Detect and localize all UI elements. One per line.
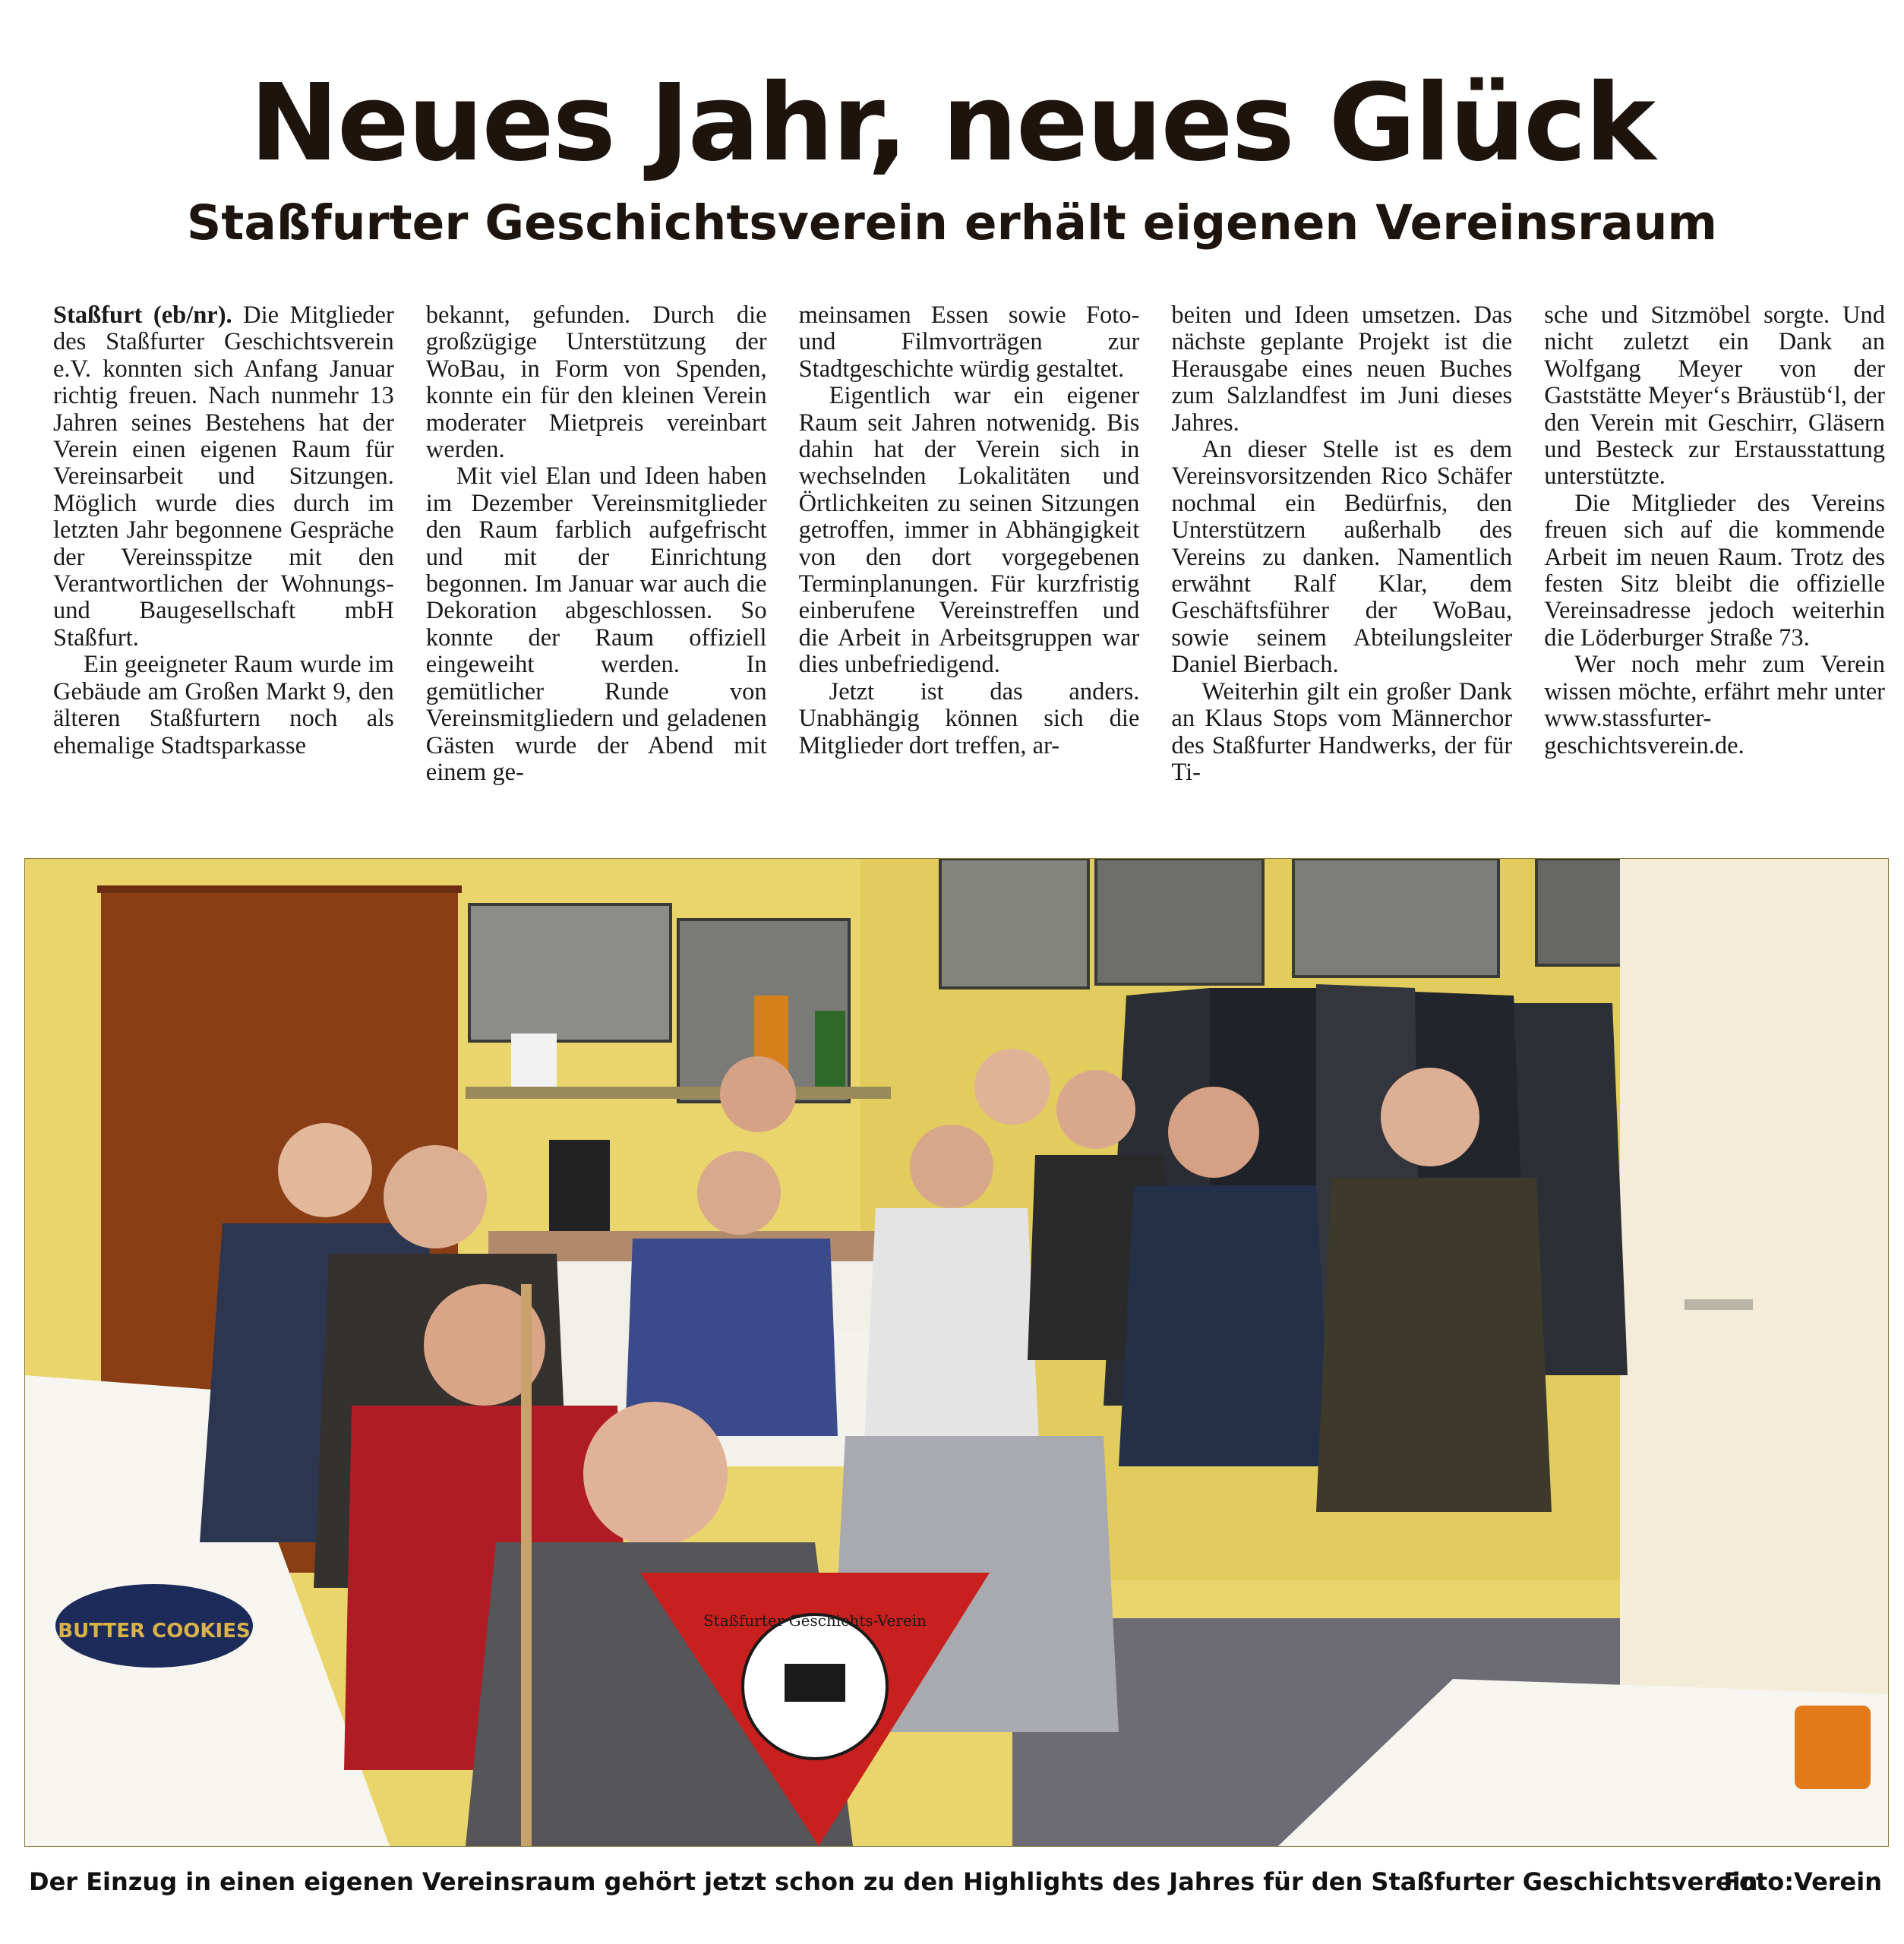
photo-illustration	[25, 859, 1888, 1846]
paragraph: beiten und Ideen umsetzen. Das nächste geplante Projekt ist die Herausgabe eines neuen Buches zum Salzlandfest im Juni dieses Jahres.	[1171, 302, 1513, 437]
tin-label: BUTTER COOKIES	[58, 1620, 251, 1643]
paragraph: Ein geeigneter Raum wurde im Gebäude am Großen Markt 9, den älteren Staßfurtern noch als ehemalige Stadtsparkasse	[53, 651, 394, 759]
paragraph: sche und Sitzmöbel sorgte. Und nicht zuletzt ein Dank an Wolfgang Meyer von der Gaststätte Meyer‘s Bräustüb‘l, der den Verein mit Geschirr, Gläsern und Besteck zur Erstausstattung unterstützte.	[1544, 302, 1885, 491]
shelf	[466, 1087, 891, 1099]
paragraph: Mit viel Elan und Ideen haben im Dezember Vereinsmitglieder den Raum farblich aufgefrischt und mit der Einrichtung begonnen. Im Januar war auch die Dekoration abgeschlossen. So konnte der Raum offiziell eingeweiht werden. In gemütlicher Runde von Vereinsmitgliedern und geladenen Gästen wurde der Abend mit einem ge-	[425, 462, 767, 786]
paragraph: Eigentlich war ein eigener Raum seit Jahren notwenidg. Bis dahin hat der Verein sich in wechselnden Lokalitäten und Örtlichkeiten zu seinen Sitzungen getroffen, immer in Abhängigkeit von den dort vorgegebenen Terminplanungen. Für kurzfristig einberufene Vereinstreffen und die Arbeit in Arbeitsgruppen war dies unbefriedigend.	[798, 382, 1140, 679]
dateline: Staßfurt (eb/nr).	[53, 302, 232, 329]
article-photo	[24, 858, 1889, 1847]
article-column-5	[1544, 302, 1885, 849]
paragraph: Die Mitglieder des Vereins freuen sich auf die kommende Arbeit im neuen Raum. Trotz des festen Sitz bleibt die offizielle Vereinsadresse jedoch weiterhin die Löderburger Straße 73.	[1544, 489, 1885, 652]
photo-credit: Foto:Verein	[1723, 1867, 1882, 1896]
photo-caption	[29, 1863, 1882, 1901]
mug	[1795, 1706, 1871, 1789]
pennant-text: Staßfurter Geschichts-Verein	[703, 1611, 927, 1630]
article-column-4	[1171, 302, 1512, 849]
paragraph: meinsamen Essen sowie Foto- und Filmvorträgen zur Stadtgeschichte würdig gestaltet.	[798, 302, 1140, 383]
headline: Neues Jahr, neues Glück	[249, 62, 1655, 185]
paragraph-text: Die Mitglieder des Staßfurter Geschichtsverein e.V. konnten sich Anfang Januar richtig freuen. Nach nunmehr 13 Jahren seines Bestehens hat der Verein einen eigenen Raum für Vereinsarbeit und Sitzungen. Möglich wurde dies durch im letzten Jahr begonnene Gespräche der Vereinsspitze mit den Verantwortlichen der Wohnungs-und Baugesellschaft mbH Staßfurt.	[53, 302, 394, 652]
open-door	[1620, 859, 1888, 1725]
paragraph: Jetzt ist das anders. Unabhängig können sich die Mitglieder dort treffen, ar-	[798, 677, 1140, 759]
caption-text: Der Einzug in einen eigenen Vereinsraum gehört jetzt schon zu den Highlights des Jahres für den Staßfurter Geschichtsverein.	[29, 1867, 1767, 1896]
article-column-3	[799, 302, 1140, 849]
paragraph: An dieser Stelle ist es dem Vereinsvorsitzenden Rico Schäfer nochmal ein Bedürfnis, den Unterstützern außerhalb des Vereins zu danken. Namentlich erwähnt Ralf Klar, dem Geschäftsführer der WoBau, sowie seinem Abteilungsleiter Daniel Bierbach.	[1171, 436, 1513, 679]
subheadline: Staßfurter Geschichtsverein erhält eigenen Vereinsraum	[186, 195, 1718, 251]
article-body	[53, 302, 1885, 849]
paragraph: bekannt, gefunden. Durch die großzügige Unterstützung der WoBau, in Form von Spenden, konnte ein für den kleinen Verein moderater Mietpreis vereinbart werden.	[425, 302, 767, 464]
article-column-2	[426, 302, 767, 849]
paragraph: Weiterhin gilt ein großer Dank an Klaus Stops vom Männerchor des Staßfurter Handwerks, der für Ti-	[1171, 677, 1513, 786]
paragraph	[53, 302, 394, 652]
paragraph: Wer noch mehr zum Verein wissen möchte, erfährt mehr unter www.stassfurter-geschichtsverein.de.	[1544, 651, 1885, 759]
article-column-1	[53, 302, 394, 849]
